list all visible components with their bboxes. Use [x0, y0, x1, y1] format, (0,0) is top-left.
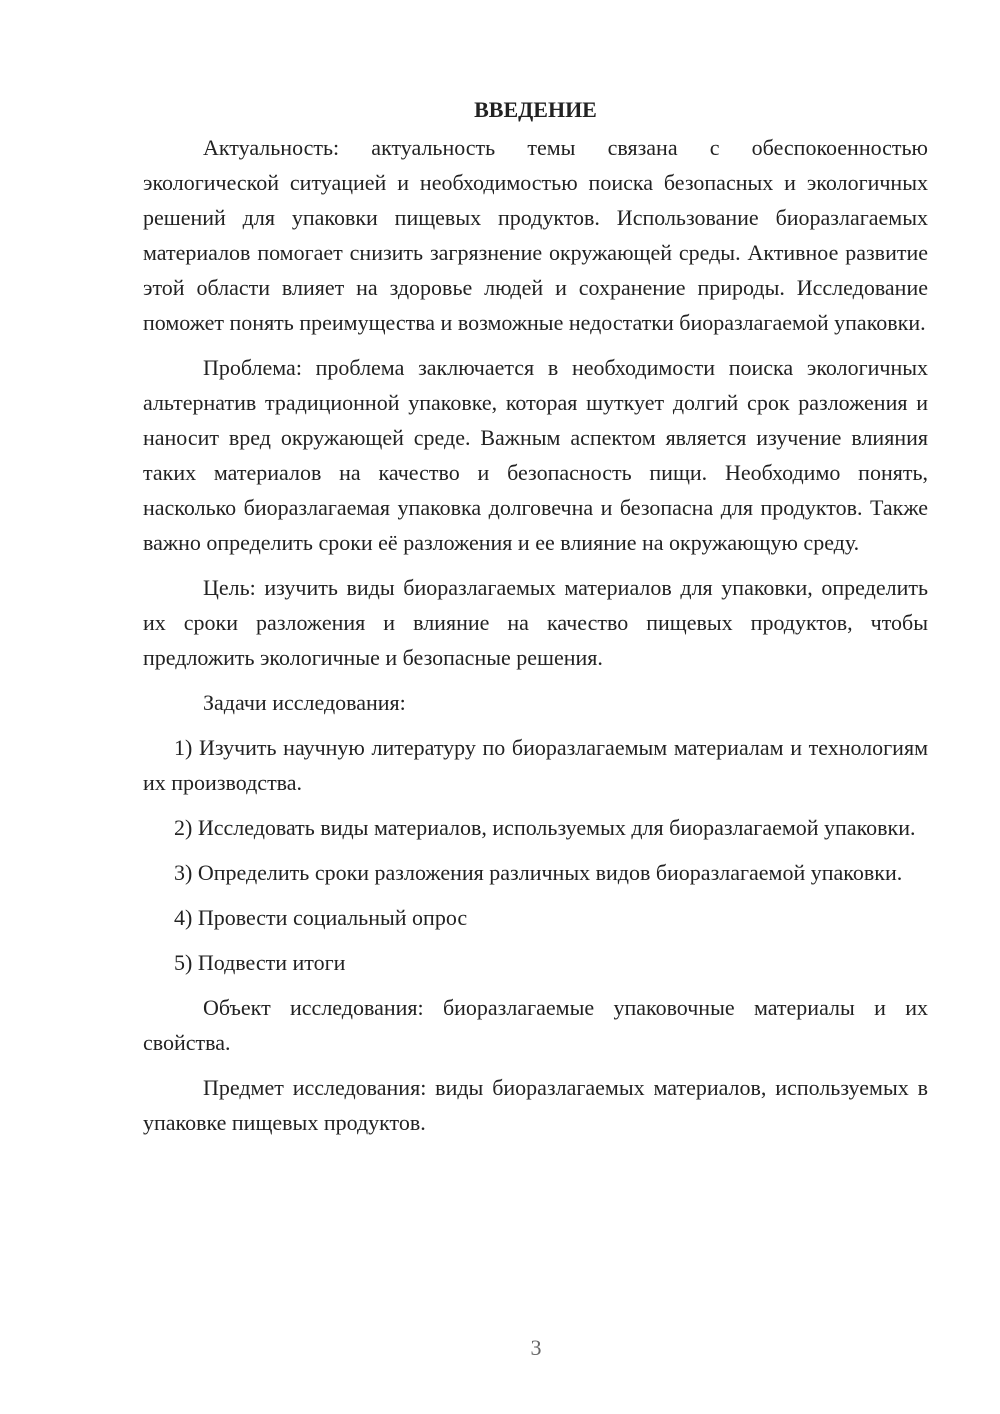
paragraph-subject: Предмет исследования: виды биоразлагаемых материалов, используемых в упаковке пищевых продуктов. [143, 1075, 928, 1135]
paragraph-goal: Цель: изучить виды биоразлагаемых материалов для упаковки, определить их сроки разложения и влияние на качество пищевых продуктов, чтобы предложить экологичные и безопасные решения. [143, 575, 928, 670]
paragraph-relevance: Актуальность: актуальность темы связана с обеспокоенностью экологической ситуацией и необходимостью поиска безопасных и экологичных решений для упаковки пищевых продуктов. Использование биоразлагаемых материалов помогает снизить загрязнение окружающей среды. Активное развитие этой области влияет на здоровье людей и сохранение природы. Исследование поможет понять преимущества и возможные недостатки биоразлагаемой упаковки. [143, 135, 928, 335]
task-item-1: 1) Изучить научную литературу по биоразлагаемым материалам и технологиям их производства. [143, 735, 928, 795]
task-item-4: 4) Провести социальный опрос [174, 905, 468, 930]
paragraph-problem: Проблема: проблема заключается в необходимости поиска экологичных альтернатив традиционной упаковке, которая шуткует долгий срок разложения и наносит вред окружающей среде. Важным аспектом является изучение влияния таких материалов на качество и безопасность пищи. Необходимо понять, насколько биоразлагаемая упаковка долговечна и безопасна для продуктов. Также важно определить сроки её разложения и ее влияние на окружающую среду. [143, 355, 928, 555]
task-item-5: 5) Подвести итоги [174, 950, 346, 975]
page-title: ВВЕДЕНИЕ [474, 97, 597, 122]
paragraph-object: Объект исследования: биоразлагаемые упаковочные материалы и их свойства. [143, 995, 928, 1055]
page-content [143, 92, 928, 1150]
tasks-heading: Задачи исследования: [203, 690, 406, 715]
task-item-2: 2) Исследовать виды материалов, используемых для биоразлагаемой упаковки. [174, 815, 916, 840]
page-number: 3 [530, 1335, 542, 1360]
task-item-3: 3) Определить сроки разложения различных видов биоразлагаемой упаковки. [174, 860, 903, 885]
